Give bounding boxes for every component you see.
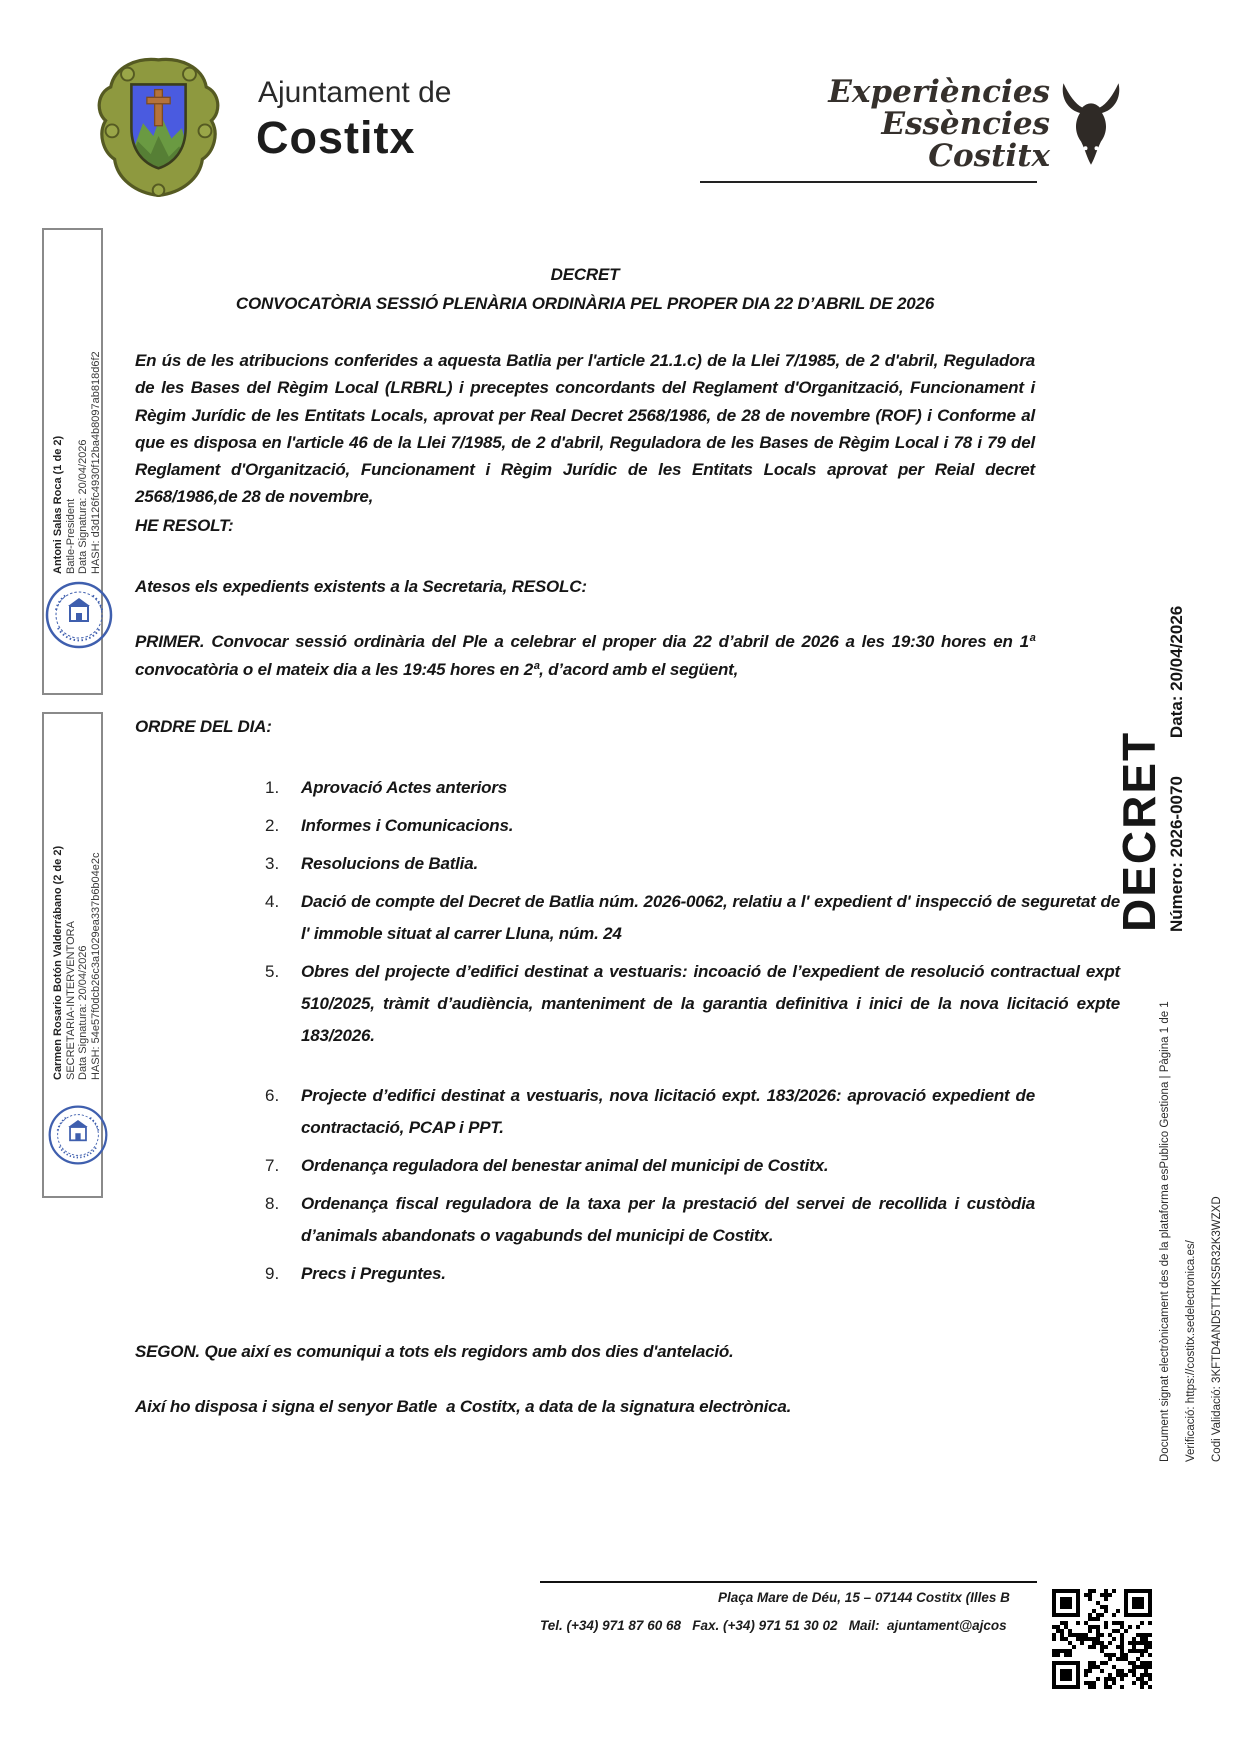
ordre-del-dia-heading: ORDRE DEL DIA: [135, 717, 272, 736]
agenda-item-number: 7. [265, 1156, 280, 1175]
vertical-decree-label [1113, 567, 1190, 932]
validation-document-line: Document signat electrònicament des de la plataforma esPublico Gestiona | Pàgina 1 de 1 [1159, 1001, 1171, 1462]
footer-address: Plaça Mare de Déu, 15 – 07144 Costitx (Illes B [718, 1590, 1010, 1605]
agenda-item-text: Projecte d’edifici destinat a vestuaris, nova licitació expt. 183/2026: aprovació expedient de contractació, PCAP i PPT. [301, 1086, 1035, 1137]
validation-url-line: Verificació: https://costitx.sedelectronica.es/ [1185, 1240, 1197, 1462]
agenda-item-number: 3. [265, 854, 280, 873]
agenda-item [265, 772, 1125, 804]
segon-paragraph: SEGON. Que així es comuniqui a tots els regidors amb dos dies d'antelació. [135, 1342, 734, 1361]
signature-box-secretaria [42, 712, 103, 1198]
municipal-seal-icon [44, 580, 114, 650]
signature-text-batle [52, 239, 102, 574]
signature-text-secretaria [52, 745, 102, 1080]
agenda-item-text: Resolucions de Batlia. [301, 854, 478, 873]
title-decret: DECRET [550, 265, 620, 284]
signer-role: SECRETARIA-INTERVENTORA [64, 921, 77, 1080]
agenda-item-number: 6. [265, 1086, 280, 1105]
decree-date: Data: 20/04/2026 [1167, 605, 1186, 739]
agenda-item [265, 810, 1125, 842]
agenda-list [265, 772, 1125, 1296]
agenda-item-text: Obres del projecte d’edifici destinat a vestuaris: incoació de l’expedient de resolució contractual expt 510/2025, tràmit d’audiència, manteniment de la garantia definitiva i inici de la nova licitació expte 183/2026. [301, 962, 1120, 1045]
validation-code-line: Codi Validació: 3KFTD4AND5TTHKS5R32K3WZXD [1211, 1196, 1223, 1462]
brand-line-essencies: Essències [881, 106, 1050, 142]
agenda-item-number: 4. [265, 892, 280, 911]
brand-line-experiencies: Experiències [828, 74, 1050, 110]
decree-number: Número: 2026-0070 [1167, 776, 1186, 932]
agenda-item-text: Precs i Preguntes. [301, 1264, 446, 1283]
agenda-item-number: 5. [265, 962, 280, 981]
agenda-item [265, 1258, 1125, 1290]
he-resolt-line: HE RESOLT: [135, 516, 234, 535]
signer-name: Antoni Salas Roca (1 de 2) [52, 435, 64, 574]
brand-line-costitx: Costitx [928, 138, 1050, 174]
signer-name: Carmen Rosario Botón Valderrábano (2 de 2) [52, 845, 64, 1080]
coat-of-arms-icon [90, 56, 227, 198]
signature-box-batle [42, 228, 103, 695]
vertical-decree-title: DECRET [1113, 730, 1165, 932]
org-name-line2: Costitx [256, 112, 416, 163]
agenda-item [265, 848, 1125, 880]
agenda-item-text: Aprovació Actes anteriors [301, 778, 507, 797]
agenda-item [265, 1080, 1125, 1144]
agenda-item-number: 1. [265, 778, 280, 797]
signature-hash: HASH: 54e57f0dcb26c3a1029ea337b6b04e2c [89, 852, 102, 1080]
document-title [135, 260, 1035, 318]
agenda-item-number: 2. [265, 816, 280, 835]
bull-icon [1055, 80, 1127, 168]
agenda-item-number: 8. [265, 1194, 280, 1213]
agenda-item-text: Ordenança fiscal reguladora de la taxa per la prestació del servei de recollida i custòdia d’animals abandonats o vagabunds del municipi de Costitx. [301, 1194, 1035, 1245]
intro-paragraph: En ús de les atribucions conferides a aquesta Batlia per l'article 21.1.c) de la Llei 7/1985, de 2 d'abril, Reguladora de les Bases del Règim Local (LRBRL) i preceptes concordants del Reglament d'Organització, Funcionament i Règim Jurídic de les Entitats Locals, aprovat per Real Decret 2568/1986, de 28 de novembre (ROF) i Conforme al que es disposa en l'article 46 de la Llei 7/1985, de 2 d'abril, Reguladora de les Bases de Règim Local i 78 i 79 del Reglament d'Organització, Funcionament i Règim Jurídic de les Entitats Locals aprovat per Reial decret 2568/1986,de 28 de novembre, [135, 351, 1035, 507]
signature-date: Data Signatura: 20/04/2026 [77, 439, 89, 574]
header-divider [700, 181, 1037, 183]
atesos-line: Atesos els expedients existents a la Secretaria, RESOLC: [135, 577, 587, 596]
primer-paragraph: PRIMER. Convocar sessió ordinària del Ple a celebrar el proper dia 22 d’abril de 2026 a les 19:30 hores en 1ª convocatòria o el mateix dia a les 19:45 hores en 2ª, d’acord amb el següent, [135, 632, 1035, 679]
agenda-item [265, 886, 1125, 950]
validation-strip [1152, 982, 1230, 1462]
qr-code-icon [1042, 1579, 1162, 1699]
brand-logo-text [690, 76, 1050, 172]
agenda-item-text: Dació de compte del Decret de Batlia núm. 2026-0062, relatiu a l' expedient d' inspecció de seguretat de l' immoble situat al carrer Lluna, núm. 24 [301, 892, 1120, 943]
agenda-item-text: Informes i Comunicacions. [301, 816, 514, 835]
signature-hash: HASH: d3d126fc4930f12ba4b8097ab818d6f2 [89, 351, 102, 574]
signer-role: Batle-President [64, 498, 77, 574]
agenda-item-text: Ordenança reguladora del benestar animal del municipi de Costitx. [301, 1156, 829, 1175]
closing-line: Així ho disposa i signa el senyor Batle a Costitx, a data de la signatura electrònica. [135, 1397, 792, 1416]
vertical-decree-meta [1164, 567, 1190, 932]
municipal-seal-icon [47, 1104, 109, 1166]
signature-date: Data Signatura: 20/04/2026 [77, 945, 89, 1080]
agenda-item [265, 1150, 1125, 1182]
agenda-item [265, 956, 1125, 1052]
footer-divider [540, 1581, 1037, 1583]
footer-contact: Tel. (+34) 971 87 60 68 Fax. (+34) 971 51 30 02 Mail: ajuntament@ajcos [540, 1618, 1007, 1633]
org-name-line1: Ajuntament de [258, 76, 452, 109]
agenda-item [265, 1188, 1125, 1252]
agenda-item-number: 9. [265, 1264, 280, 1283]
title-convocatoria: CONVOCATÒRIA SESSIÓ PLENÀRIA ORDINÀRIA PEL PROPER DIA 22 D’ABRIL DE 2026 [235, 294, 935, 313]
